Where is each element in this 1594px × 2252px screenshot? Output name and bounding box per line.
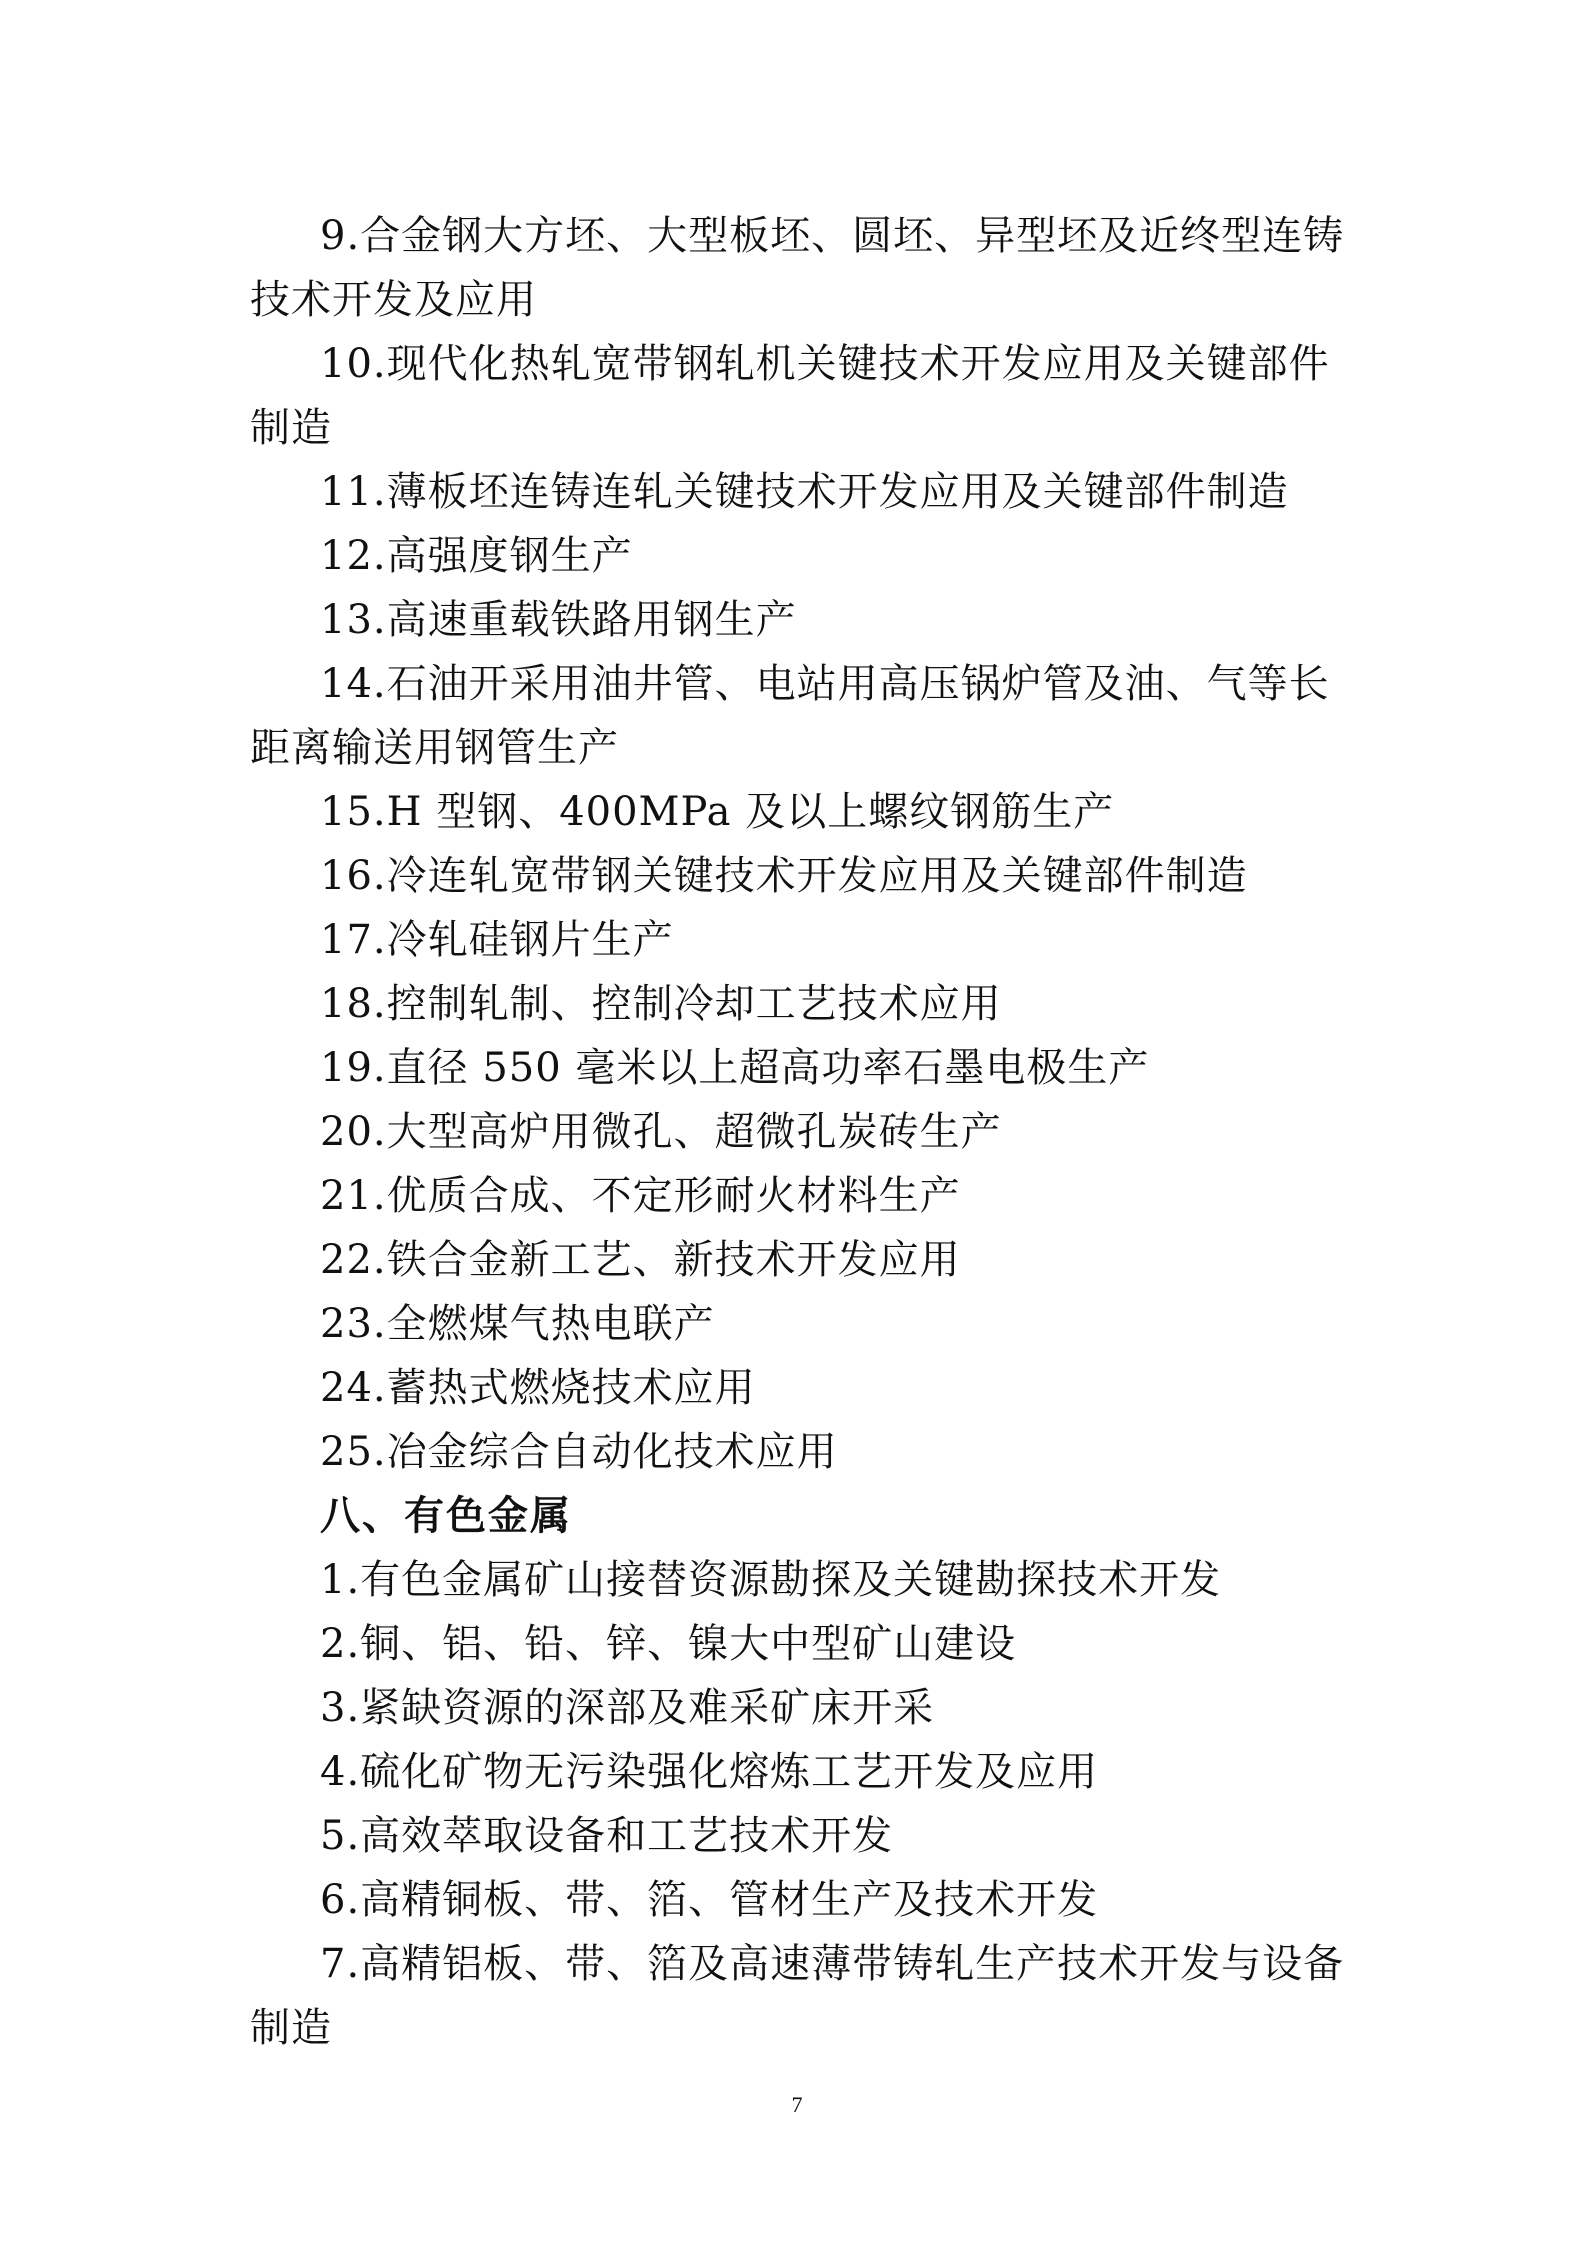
list-item-13: 13.高速重载铁路用钢生产 [320,597,797,643]
list-item-4: 4.硫化矿物无污染强化熔炼工艺开发及应用 [320,1749,1099,1795]
list-item-19: 19.直径 550 毫米以上超高功率石墨电极生产 [320,1045,1150,1091]
list-item-5: 5.高效萃取设备和工艺技术开发 [320,1813,894,1859]
list-item-14-continuation: 距离输送用钢管生产 [250,725,619,771]
list-item-23: 23.全燃煤气热电联产 [320,1301,715,1347]
list-item-11: 11.薄板坯连铸连轧关键技术开发应用及关键部件制造 [320,469,1289,515]
list-item-21: 21.优质合成、不定形耐火材料生产 [320,1173,961,1219]
list-item-12: 12.高强度钢生产 [320,533,633,579]
list-item-9-continuation: 技术开发及应用 [250,277,537,323]
list-item-7: 7.高精铝板、带、箔及高速薄带铸轧生产技术开发与设备 [320,1941,1345,1987]
page-number: 7 [791,2092,803,2117]
list-item-18: 18.控制轧制、控制冷却工艺技术应用 [320,981,1002,1027]
page-content [250,204,1360,2060]
list-item-6: 6.高精铜板、带、箔、管材生产及技术开发 [320,1877,1099,1923]
list-item-25: 25.冶金综合自动化技术应用 [320,1429,838,1475]
list-item-22: 22.铁合金新工艺、新技术开发应用 [320,1237,961,1283]
list-item-7-continuation: 制造 [250,2005,332,2051]
list-item-9: 9.合金钢大方坯、大型板坯、圆坯、异型坯及近终型连铸 [320,213,1345,259]
list-item-20: 20.大型高炉用微孔、超微孔炭砖生产 [320,1109,1002,1155]
list-item-10: 10.现代化热轧宽带钢轧机关键技术开发应用及关键部件 [320,341,1330,387]
list-item-3: 3.紧缺资源的深部及难采矿床开采 [320,1685,935,1731]
list-item-15: 15.H 型钢、400MPa 及以上螺纹钢筋生产 [320,789,1115,835]
list-item-1: 1.有色金属矿山接替资源勘探及关键勘探技术开发 [320,1557,1222,1603]
list-item-17: 17.冷轧硅钢片生产 [320,917,674,963]
list-item-16: 16.冷连轧宽带钢关键技术开发应用及关键部件制造 [320,853,1248,899]
list-item-14: 14.石油开采用油井管、电站用高压锅炉管及油、气等长 [320,661,1330,707]
list-item-2: 2.铜、铝、铅、锌、镍大中型矿山建设 [320,1621,1017,1667]
list-item-24: 24.蓄热式燃烧技术应用 [320,1365,756,1411]
list-item-10-continuation: 制造 [250,405,332,451]
section-heading-nonferrous-metals: 八、有色金属 [320,1493,572,1539]
